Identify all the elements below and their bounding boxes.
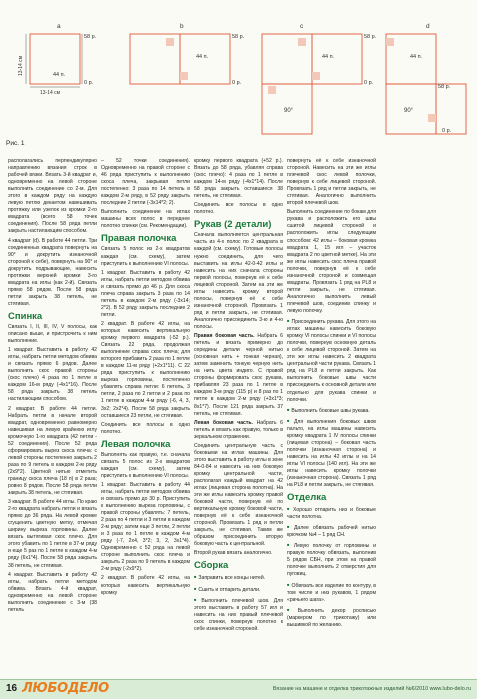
column-3 [194, 158, 283, 674]
page-footer [0, 679, 477, 699]
list-item: ■ Для выполнения боковых швов пальто, на иглы машины навесить кромку квадрата 1 IV полосы спинки (лицевая сторона) – боковая часть полочки (изнаночная сторона) и навесить на иглы 42 иглы и на 14 иглы VI полосы (140 игл). На эти же иглы навесить кромку полочки (изнаночная сторона). Связать 1 ряд на PL8 и петли закрыть, не стягивая. [287, 417, 376, 489]
section-heading-finishing: Отделка [287, 492, 327, 504]
list-item: ■ Хорошо отпарить низ и боковые части полотна. [287, 505, 376, 521]
magazine-logo: ЛЮБОДЕЛО [22, 681, 109, 696]
subheading-left-side: Левая боковая часть. [194, 419, 253, 426]
paragraph: Сначала выполняется центральная часть из 4-х полос по 2 квадрата в каждой (см. схему). Готовые полосы нужно соединить, для чего выставить на иглы 42-0-42 иглы и навесить на них сначала стороны первой полосы, повернув её к себе лицевой стороной. Затем на эти же иглы навесить кромку второй полосы, повернув её к себе изнаночной стороной. Провязать 1 ряд и петли закрыть, не стягивая. Аналогично присоединить 3-ю и 4-ю полосы. [194, 232, 283, 330]
list-item: ■ Выполнить плечевой шов. Для этого выставить в работу 57 игл и навесить на них правый плечевой скос спинки, повернув полотно к себе изнаночной стороной. [194, 596, 283, 633]
paragraph: повернуть её к себе изнаночной стороной. Навесить на эти же иглы плечевой скос левой полочки, повернув к себе лицевой стороной. Провязать 1 ряд и петли закрыть, не стягивая. Аналогично выполнить второй плечевой шов. [287, 158, 376, 207]
paragraph: 1 квадрат. Выставить в работу 44 иглы, набрать петли методом обвива и связать прямо до 30 р. Приступить к выполнению выреза горловины, с правой стороны убавлять: 7 петель, 2 раза по 4 петли и 3 петли в каждом 2-м ряду; затем еще 3 петли, 2 петли и 3 раза по 1 петле в каждом 4-м ряду (-7, 2х4, 3*2; 3, 2, 3х1*4). Одновременно с 52 ряда на левой стороне выполнить скос плеча и закрыть 2 раза по 9 петель в каждом 2-м ряду (-2х9*2). [101, 481, 190, 573]
section-heading-left-front: Левая полочка [101, 438, 171, 450]
schematic-diagram [0, 14, 477, 154]
dim-0p-d: 0 р. [442, 128, 452, 134]
diagram-letter-d: d [426, 23, 430, 30]
paragraph: Соединить все полосы в одно полотно. [194, 202, 283, 216]
paragraph: 1 квадрат. Выставить в работу 42 иглы, набрать петли методом обвива и связать прямо 6 рядов. Далее выполнить скос правой стороны (скос плечо) 4 раза по 1 петле в каждом 16-м ряду (-4х1*16). После 58 ряда закрыть 38 петель настилающим способом. [8, 347, 97, 403]
paragraph: Соединить центральную часть с боковыми на иглах машины. Для этого выставить в работу иглы в зоне 84-0-84 и навесить на них боковую кромку центральной части, располагая каждый квадрат на 42 иглах (лицевая сторона полотна). На эти же иглы навесить кромку правой боковой части, повернув её по вертикальную кромку боковой части, повернув её к себе изнаночной стороной. Провязать 1 ряд и петли закрыть, не стягивая. Таким же образом присоединить вторую боковую часть к центральной. [194, 442, 283, 548]
paragraph: Выполнить соединение по бокам для рукава и расположить его швы сшитой лицевой стороной и расположить иглы следующим способом: 42 иглы – боковая кромка квадрата 1, 15 игл – участок квадрата 2 по цветной метке). На эти же иглы навесить скос плеча правой полочки, повернув её к себе изнаночной стороной и совмещая квадраты. Провязать 1 ряд на PL8 и петли закрыть, не стягивая. Аналогично выполнить левый плечевой шов, соединив спинку и левую полочку. [287, 209, 376, 314]
diagram-b [130, 23, 245, 86]
diagram-letter-a: a [57, 23, 61, 30]
paragraph-text: Набрать 6 петель и вязать как правую, только в зеркальном отражении. [194, 419, 283, 440]
diagram-a [18, 23, 97, 96]
column-1 [8, 158, 97, 674]
dim-58p-c: 58 р. [364, 34, 377, 40]
dim-44p-b: 44 п. [196, 54, 209, 60]
dim-0p-c: 0 р. [364, 80, 374, 86]
dim-58p-d: 58 р. [438, 84, 451, 90]
section-heading-sleeve: Рукав (2 детали) [194, 219, 272, 231]
paragraph: Выполнять как правую, т.е. сначала связать 5 полос из 2-х квадратов каждая (см. схему), затем приступить к выполнению VI полосы. [101, 451, 190, 479]
paragraph [194, 333, 283, 418]
section-heading-right-front: Правая полочка [101, 233, 177, 245]
dim-0p-b: 0 р. [232, 80, 242, 86]
list-item: ■ Сшить и отпарить детали. [194, 585, 283, 594]
list-item: ■ Далее обвязать рабочей нитью крючком №4 – 1 ряд СН. [287, 523, 376, 539]
paragraph [194, 420, 283, 441]
section-heading-spinka: Спинка [8, 310, 43, 322]
dim-90-c: 90° [284, 108, 294, 114]
paragraph: 2 квадрат. В работе 42 иглы, на которых навесить вертикальную кромку первого квадрата (-52 р.). Связать 22 ряда, продолжая выполнение справа скос плеча; для которого прибавить 2 раза по 1 петле в каждом 11-м ряду (+2х1*11). С 22 ряда приступить к выполнению выреза горловины, постепенно убавлять справа петли: 6 петель, 3 петли, 2 раза по 2 петли и 2 раза по 1 петле в каждом 4-м ряду (-6, 4, 3, 3х2; 2х2*4). После 58 ряда закрыть оставшиеся 23 петли, не стягивая. [101, 320, 190, 419]
dim-44p-c: 44 п. [322, 54, 335, 60]
list-item: ■ Обвязать все изделие по контуру, в том числе и низ рукавов, 1 рядом «рачьего шага». [287, 581, 376, 604]
dim-44p-d: 44 п. [410, 54, 423, 60]
paragraph: 3 квадрат. В работе 44 иглы. По краю 2-го квадрата набрать петли и вязать прямо до 36 ряда. На левой кромке сгущенить цветную метку, отмечая ширину выреза горловины. Далее вязать вытягивая скос плечо. Для этого убавить по 1 петле в 37-м ряду и еще 5 раз по 1 петле в каждом 4-м ряду (6х1*4). После 58 ряда закрыть 38 петель, не стягивая. [8, 499, 97, 569]
list-item: ■ Левую полочку от горловины и правую полочку обвязать, выполнив 5 рядов СБН, при этом на правой полочке выполнить 2 отверстия для пуговиц. [287, 541, 376, 578]
dim-90-d: 90° [404, 108, 414, 114]
dim-58p-b: 58 р. [232, 34, 245, 40]
paragraph-text: Набрать 6 петель и вязать примерно до середины детали черной нитью (основная нить + тонкая черная), затем заменить тонкую черную нить на нить цвета индиго. С правой стороны формировать скос рукава, прибавляя 23 раза по 1 петле в каждом 3-м ряду (115 р) и 8 раз по 1 петле в каждом 2-м ряду (+3х1*3; 8х1*7). После 121 ряда закрыть 37 петель, не стягивая. [194, 333, 283, 417]
dim-44p-a: 44 п. [53, 72, 66, 78]
paragraph: Выполнить соединение на иглах машины всех полос в переднее полотно спинки (см. Рекомендации). [101, 209, 190, 230]
column-4 [287, 158, 376, 674]
footer-text: Вязание на машине и отделка трикотажных изделий №6/2010 www.lubo-delo.ru [272, 686, 471, 692]
diagram-letter-c: c [300, 23, 304, 30]
diagram-d [386, 23, 466, 134]
page-number: 16 [6, 683, 18, 694]
dim-bottom-a: 13-14 см [40, 90, 61, 96]
paragraph: Связать 5 полос из 2-х квадратов каждая (см. схему), затем приступить к выполнению VI полосы. [101, 246, 190, 267]
section-heading-assembly: Сборка [194, 560, 229, 572]
paragraph: кромку первого квадрата (+52 р.). Вязать до 58 ряда, убавляя справа (скос плечо): 4 раза по 1 петле в каждом 14-м ряду (-4х1*14). После 58 ряда закрыть оставшиеся 38 петель, не стягивая. [194, 158, 283, 200]
dim-0p-a: 0 р. [84, 80, 94, 86]
paragraph: Соединить все полосы в одно полотно. [101, 421, 190, 435]
paragraph: 2 квадрат. В работе 44 петли. Набрать петли в начале второй квадрат, одновременно равномерно навешивая на левую крайнюю иглу кромочную 1-го квадрата (42 петли - 52 соединения). После 52 ряда сформировать вырез скоса плеча: с левой стороны постепенно закрыть 2 раза по 9 петель в каждом 2-м ряду (2х9*2). Цветной нитью отметить границу скоса плеча (18 п) в 2 раза; ровно 8 рядов. После 58 ряда петли закрыть 38 петель, не стягивая. [8, 405, 97, 497]
list-item: ■ Выполнить боковые швы рукава. [287, 406, 376, 415]
column-2 [101, 158, 190, 674]
paragraph: 4 квадрат. Выставить в работу 42 иглы, набрать петли методом обвива. Вязать 4-й квадрат, одновременно на левой стороне выполнить соединение с 3-м (38 петель [8, 571, 97, 613]
list-item: ■ Присоединить рукава. Для этого на иглах машины навесить боковую кромку VI полосы спинки и VI полосы полочки, повернув основную деталь к себе лицевой стороной. Затем на эти же иглы навесить 2 квадрата центральной части рукава. Связать 1 ряд на PL8 и петли закрыть. Как выполнить боковые швы части присоединить к основной детали или отдельно для рукава спинки и полочки. [287, 317, 376, 404]
paragraph: 1 квадрат. Выставить в работу 42 иглы, набрать петли методом обвива и связать прямо до 46 р. Для скоса плеча справа закрыть 3 раза по 14 петель в каждом 2-м ряду (-3х14; 2*2). В 52 ряду закрыть последние 2 петли. [101, 269, 190, 318]
paragraph: располагались перпендикулярно направлению вязания строк в рабочей вязки. Вязать 3-й квадрат и, одновременно на левой стороне выполнить соединение со 2-м. Для этого в каждом ряду на каждую левую петлю декаетом навешивать протяжку или узелок из кромки 2-го квадрата (всего 58 точек соединения). После 58 ряда петли закрыть настилающим способом. [8, 158, 97, 235]
dim-side-a: 13-14 см [18, 55, 24, 76]
paragraph: 4 квадрат (d). В работе 44 петли. Три соединенных квадрата повернуть на 90° и докрутить изнаночной стороной к себе), повернуть на 90° и докрутить подрывающие, навесить протяжки верхней кромки 3-го квадрата на иглы (как 2-й). Связать прямо 58 рядов. После 58 ряда петли закрыть 38 петель, не стягивая. [8, 237, 97, 307]
paragraph: Связать I, II, III, IV, V полосы, как описано выше, и пристрочить к ним выполнение. [8, 323, 97, 345]
list-item: ■ Выполнить декор росписью (маркером по трикотажу) или вышивкой по желанию. [287, 606, 376, 629]
paragraph: Второй рукав вязать аналогично. [194, 550, 273, 557]
diagram-c [262, 23, 377, 134]
list-item: ■ Заправить все концы нитей. [194, 573, 283, 582]
diagram-letter-b: b [180, 23, 184, 30]
paragraph: – 52 точки соединения). Одновременно на правой стороне с 46 ряда приступить к выполнению скоса плеча, закрывая петли постепенно: 3 раза по 14 петель в каждом 2-м ряду, в 52 ряду закрыть последние 2 петли (-3х14*2; 2). [101, 158, 190, 207]
paragraph: 2 квадрат. В работе 42 иглы, на которых навесить вертикальную кромку [101, 575, 190, 596]
figure-caption: Рис. 1 [6, 140, 25, 147]
dim-58p-a: 58 р. [84, 34, 97, 40]
subheading-right-side: Правая боковая часть. [194, 333, 255, 340]
article-columns [8, 158, 470, 674]
